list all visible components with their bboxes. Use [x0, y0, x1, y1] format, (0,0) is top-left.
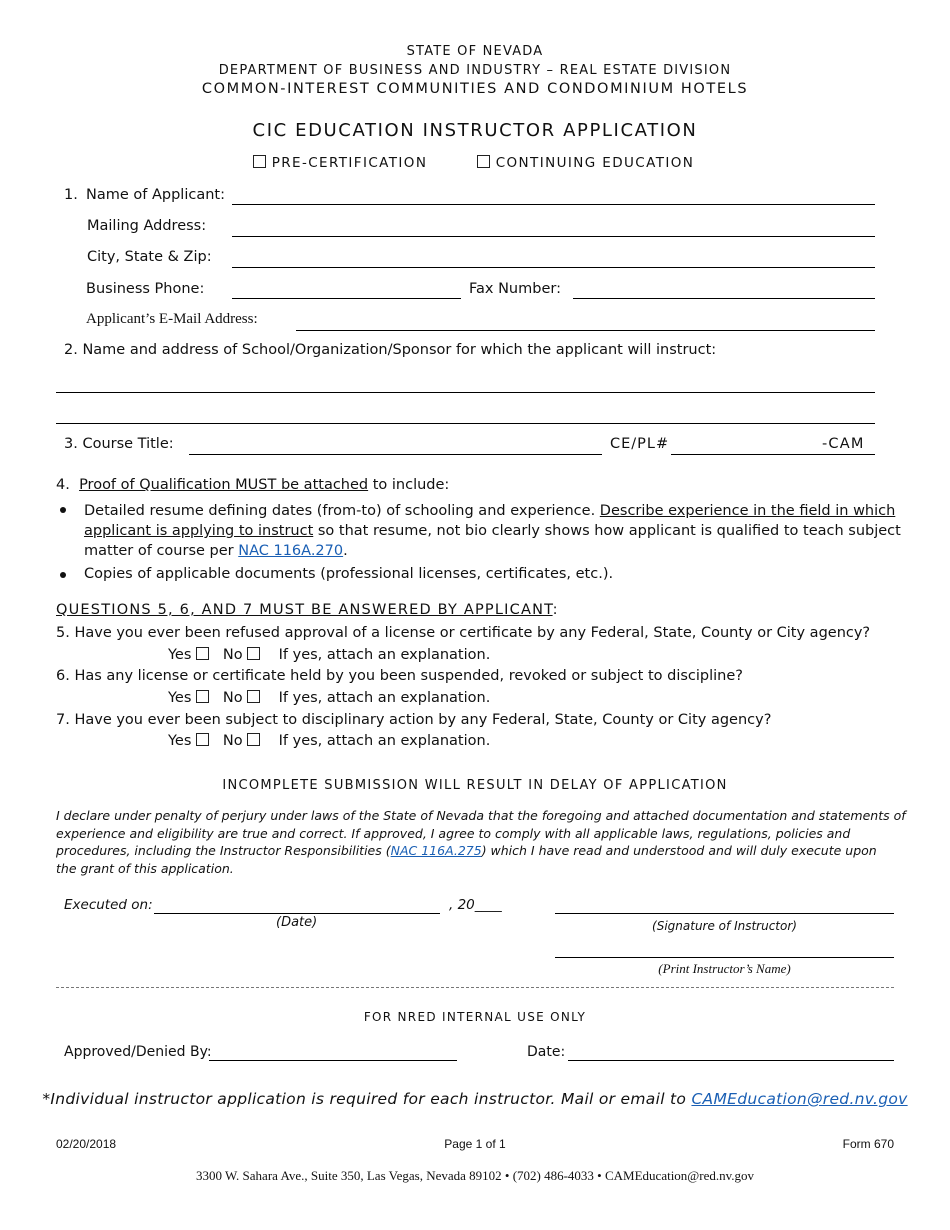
internal-date-field[interactable]	[568, 1060, 894, 1061]
q5-yes-label: Yes	[168, 647, 192, 663]
q7-no-checkbox[interactable]	[247, 733, 260, 746]
q2-label: 2. Name and address of School/Organization/Sponsor for which the applicant will instruct:	[64, 342, 717, 358]
name-field[interactable]	[232, 204, 875, 205]
q6-no-checkbox[interactable]	[247, 690, 260, 703]
city-label: City, State & Zip:	[87, 249, 212, 265]
school-field-line1[interactable]	[56, 392, 875, 393]
q5-yes-checkbox[interactable]	[196, 647, 209, 660]
b1-underline-1: Describe experience in the field in which	[599, 503, 896, 519]
q5-no-checkbox[interactable]	[247, 647, 260, 660]
proof-rest: to include:	[368, 477, 450, 493]
department-title: DEPARTMENT OF BUSINESS AND INDUSTRY – REAL ESTATE DIVISION	[218, 63, 732, 78]
form-number: Form 670	[842, 1137, 894, 1151]
internal-heading: FOR NRED INTERNAL USE ONLY	[363, 1010, 587, 1024]
ce-option[interactable]	[477, 155, 694, 171]
executed-label: Executed on:	[64, 897, 153, 913]
phone-field[interactable]	[232, 298, 461, 299]
fax-label: Fax Number:	[469, 281, 561, 297]
email-label-text: Applicant’s E-Mail Address:	[86, 311, 258, 327]
city-field[interactable]	[232, 267, 875, 268]
signature-field[interactable]	[555, 913, 894, 914]
proof-bullet-2: Copies of applicable documents (professional licenses, certificates, etc.).	[84, 566, 614, 582]
print-name-field[interactable]	[555, 957, 894, 958]
cepl-label: CE/PL#	[610, 436, 670, 452]
questions-heading-text: QUESTIONS 5, 6, AND 7 MUST BE ANSWERED BY APPLICANT	[56, 602, 553, 618]
ce-checkbox[interactable]	[477, 155, 490, 168]
cam-suffix: -CAM	[822, 436, 865, 452]
nac-270-link[interactable]: NAC 116A.270	[238, 543, 344, 559]
form-title: CIC EDUCATION INSTRUCTOR APPLICATION	[252, 120, 698, 141]
decl-line-1: I declare under penalty of perjury under laws of the State of Nevada that the foregoing and attached documentation and statements of	[56, 808, 906, 823]
q7-yes-checkbox[interactable]	[196, 733, 209, 746]
course-title-field[interactable]	[189, 454, 602, 455]
decl-line-2: experience and eligibility are true and correct. If approved, I agree to comply with all applicable laws, regulations, policies and	[56, 825, 851, 841]
state-title: STATE OF NEVADA	[406, 44, 544, 59]
q7-explain: If yes, attach an explanation.	[278, 733, 491, 749]
b1-end: .	[343, 543, 348, 559]
q5-explain: If yes, attach an explanation.	[278, 647, 491, 663]
mailing-field[interactable]	[232, 236, 875, 237]
q6-text: 6. Has any license or certificate held by you been suspended, revoked or subject to discipline?	[56, 668, 743, 684]
q5-no-label: No	[222, 647, 243, 663]
q7-text: 7. Have you ever been subject to disciplinary action by any Federal, State, County or City agency?	[56, 712, 772, 728]
email-label	[86, 311, 258, 328]
bullet-icon	[60, 572, 66, 578]
declaration-text	[56, 807, 906, 877]
course-title-label: 3. Course Title:	[64, 436, 174, 452]
questions-colon: :	[552, 602, 559, 618]
decl-line-4: the grant of this application.	[56, 860, 234, 876]
decl-line-3b: ) which I have read and understood and will duly execute upon	[481, 843, 877, 858]
proof-bullet-1	[84, 501, 901, 561]
internal-date-label: Date:	[527, 1044, 566, 1060]
email-field[interactable]	[296, 330, 875, 331]
precert-label: PRE-CERTIFICATION	[271, 155, 428, 171]
print-name-caption: (Print Instructor’s Name)	[658, 961, 791, 976]
q7-no-label: No	[222, 733, 243, 749]
program-title: COMMON-INTEREST COMMUNITIES AND CONDOMINIUM HOTELS	[201, 81, 749, 97]
questions-heading	[56, 602, 559, 618]
q5-text: 5. Have you ever been refused approval of a license or certificate by any Federal, State, County or City agency?	[56, 625, 871, 641]
approved-label: Approved/Denied By:	[64, 1044, 212, 1060]
b1-text-3: matter of course per	[84, 543, 239, 559]
q6-answer-row	[168, 690, 490, 706]
section-divider	[56, 987, 894, 988]
bullet-icon	[60, 507, 66, 513]
b1-underline-2: applicant is applying to instruct	[84, 523, 314, 539]
q6-yes-label: Yes	[168, 690, 192, 706]
q6-no-label: No	[222, 690, 243, 706]
footer-note	[0, 1090, 950, 1108]
precert-checkbox[interactable]	[253, 155, 266, 168]
footer-note-text: *Individual instructor application is required for each instructor. Mail or email to	[42, 1090, 692, 1108]
email-link[interactable]: CAMEducation@red.nv.gov	[691, 1090, 908, 1108]
school-field-line2[interactable]	[56, 423, 875, 424]
page-number: Page 1 of 1	[444, 1137, 506, 1151]
fax-field[interactable]	[573, 298, 875, 299]
date-caption: (Date)	[276, 915, 318, 930]
decl-line-3a: procedures, including the Instructor Responsibilities (	[56, 843, 391, 858]
year-label: , 20____	[449, 897, 502, 913]
q6-explain: If yes, attach an explanation.	[278, 690, 491, 706]
footer-address: 3300 W. Sahara Ave., Suite 350, Las Vegas, Nevada 89102 • (702) 486-4033 • CAMEducation@red.nv.gov	[195, 1168, 755, 1183]
executed-date-field[interactable]	[154, 913, 440, 914]
mailing-label: Mailing Address:	[87, 218, 207, 234]
cepl-field[interactable]	[671, 454, 875, 455]
form-date: 02/20/2018	[56, 1137, 117, 1151]
signature-caption: (Signature of Instructor)	[652, 919, 797, 933]
approved-field[interactable]	[209, 1060, 457, 1061]
incomplete-warning: INCOMPLETE SUBMISSION WILL RESULT IN DELAY OF APPLICATION	[222, 778, 728, 793]
precert-option[interactable]	[253, 155, 427, 171]
b1-text-2: so that resume, not bio clearly shows how applicant is qualified to teach subject	[313, 523, 901, 539]
q7-answer-row	[168, 733, 490, 749]
phone-label: Business Phone:	[86, 281, 205, 297]
q5-answer-row	[168, 647, 490, 663]
proof-number: 4.	[56, 477, 70, 493]
name-label: Name of Applicant:	[86, 187, 225, 203]
ce-label: CONTINUING EDUCATION	[495, 155, 695, 171]
proof-heading	[56, 477, 449, 493]
q7-yes-label: Yes	[168, 733, 192, 749]
q6-yes-checkbox[interactable]	[196, 690, 209, 703]
b1-text: Detailed resume defining dates (from-to) of schooling and experience.	[84, 503, 600, 519]
nac-275-link[interactable]: NAC 116A.275	[390, 843, 482, 858]
q1-number: 1.	[64, 187, 78, 203]
proof-required: Proof of Qualification MUST be attached	[79, 477, 369, 493]
